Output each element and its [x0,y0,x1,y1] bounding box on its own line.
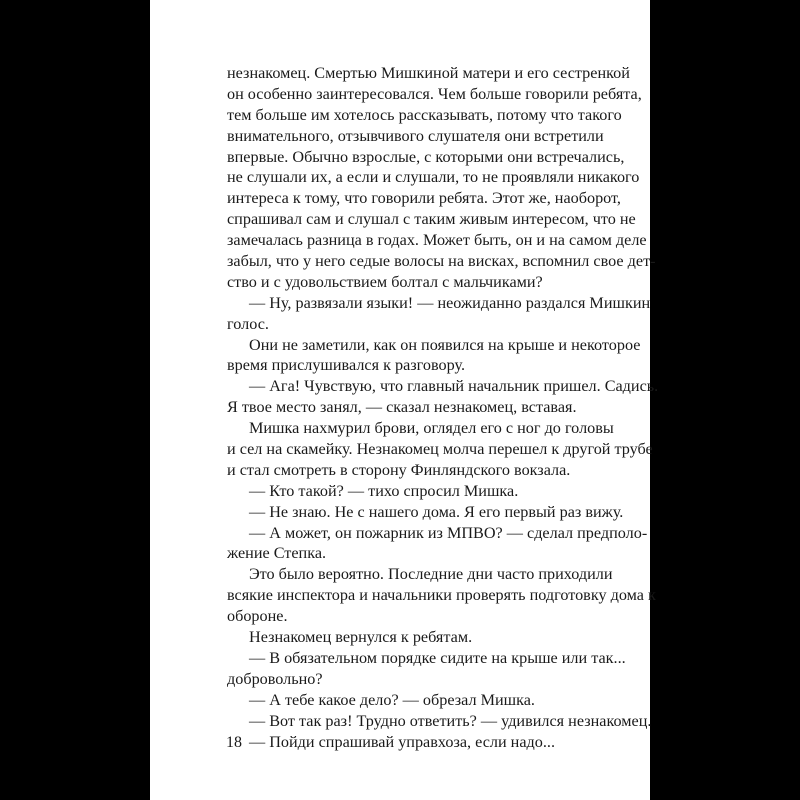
text-line: замечалась разница в годах. Может быть, он и на самом деле [227,231,647,250]
text-line: — В обязательном порядке сидите на крыше или так... [249,648,626,667]
text-line: спрашивал сам и слушал с таким живым интересом, что не [227,210,636,229]
text-line: — А тебе какое дело? — обрезал Мишка. [249,690,535,709]
text-line: Это было вероятно. Последние дни часто приходили [249,565,613,584]
text-line: — Пойди спрашивай управхоза, если надо... [249,732,556,751]
text-line: — А может, он пожарник из МПВО? — сделал предполо- [249,523,648,542]
text-line: и сел на скамейку. Незнакомец молча перешел к другой трубе [227,440,653,459]
text-line: и стал смотреть в сторону Финляндского вокзала. [227,460,571,479]
text-line: Они не заметили, как он появился на крыше и некоторое [249,335,641,354]
text-line: всякие инспектора и начальники проверять подготовку дома к [227,586,656,605]
text-line: незнакомец. Смертью Мишкиной матери и его сестренкой [227,64,630,82]
page-number: 18 [226,734,242,751]
body-text [227,63,659,752]
text-line: тем больше им хотелось рассказывать, потому что такого [227,105,622,124]
text-line: Я твое место занял, — сказал незнакомец, вставая. [227,398,577,417]
text-line: Мишка нахмурил брови, оглядел его с ног до головы [249,419,614,438]
text-line: обороне. [227,607,288,626]
text-line: интереса к тому, что говорили ребята. Этот же, наоборот, [227,189,621,208]
text-line: — Ага! Чувствую, что главный начальник пришел. Садись. [249,377,659,396]
text-line: он особенно заинтересовался. Чем больше говорили ребята, [227,84,642,103]
text-line: забыл, что у него седые волосы на висках, вспомнил свое дет- [227,252,656,271]
text-line: — Ну, развязали языки! — неожиданно раздался Мишкин [249,293,651,312]
text-line: ство и с удовольствием болтал с мальчиками? [227,272,543,291]
text-line: — Вот так раз! Трудно ответить? — удивился незнакомец. [249,711,652,730]
text-line: Незнакомец вернулся к ребятам. [249,628,473,647]
text-line: — Кто такой? — тихо спросил Мишка. [249,481,519,500]
text-line: жение Степка. [227,544,327,563]
text-line: — Не знаю. Не с нашего дома. Я его первый раз вижу. [249,502,624,521]
book-page [150,0,659,800]
text-line: внимательного, отзывчивого слушателя они встретили [227,126,604,145]
text-line: голос. [227,314,269,333]
text-line: не слушали их, а если и слушали, то не проявляли никакого [227,168,640,187]
text-line: время прислушивался к разговору. [227,356,466,375]
text-line: впервые. Обычно взрослые, с которыми они встречались, [227,147,625,166]
text-line: добровольно? [227,669,323,688]
